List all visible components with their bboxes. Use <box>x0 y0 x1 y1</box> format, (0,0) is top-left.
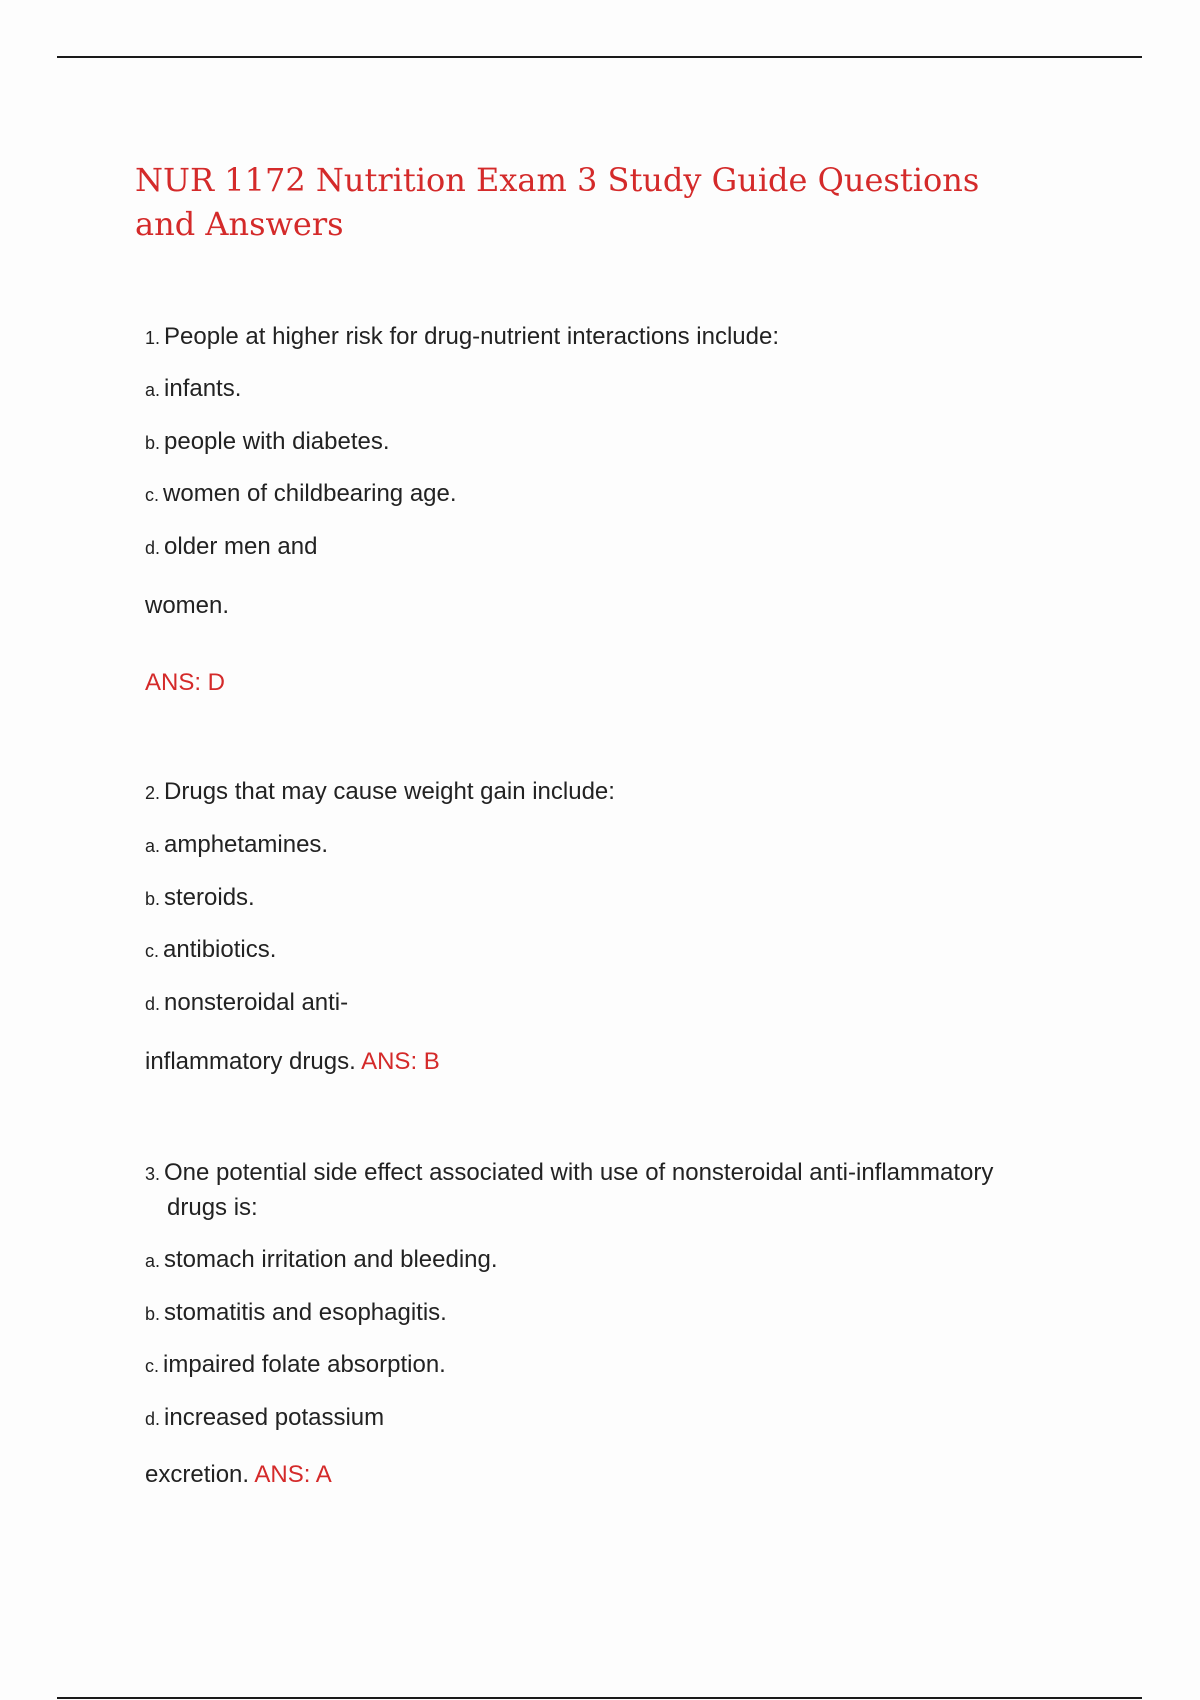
document-title: NUR 1172 Nutrition Exam 3 Study Guide Questions and Answers <box>135 161 980 243</box>
question-1-option-c: c. women of childbearing age. <box>145 480 457 507</box>
question-2-stem: 2. Drugs that may cause weight gain include: <box>145 778 615 805</box>
question-3-option-c: c. impaired folate absorption. <box>145 1351 446 1378</box>
question-2-answer: ANS: B <box>361 1048 440 1075</box>
question-1-option-d: d. older men and <box>145 533 318 560</box>
question-3-option-d: d. increased potassium <box>145 1404 385 1431</box>
question-1-option-b: b. people with diabetes. <box>145 428 390 455</box>
question-1-option-d-continuation: women. <box>145 592 230 619</box>
top-rule <box>57 56 1142 58</box>
question-2-option-b: b. steroids. <box>145 884 255 911</box>
question-2-option-a: a. amphetamines. <box>145 831 329 858</box>
question-3-stem-line2: drugs is: <box>167 1194 258 1221</box>
question-1-option-a: a. infants. <box>145 375 242 402</box>
question-3-option-d-continuation: excretion. ANS: A <box>145 1461 332 1488</box>
question-3-answer: ANS: A <box>254 1461 332 1488</box>
question-3-option-a: a. stomach irritation and bleeding. <box>145 1246 498 1273</box>
question-1-answer: ANS: D <box>145 669 226 696</box>
question-3-stem: 3. One potential side effect associated with use of nonsteroidal anti-inflammatory <box>145 1159 994 1186</box>
bottom-rule <box>57 1697 1142 1699</box>
question-2-option-d-continuation: inflammatory drugs. ANS: B <box>145 1048 440 1075</box>
question-1-stem: 1. People at higher risk for drug-nutrient interactions include: <box>145 323 780 350</box>
question-3-option-b: b. stomatitis and esophagitis. <box>145 1299 447 1326</box>
question-2-option-d: d. nonsteroidal anti- <box>145 989 349 1016</box>
question-2-option-c: c. antibiotics. <box>145 936 277 963</box>
